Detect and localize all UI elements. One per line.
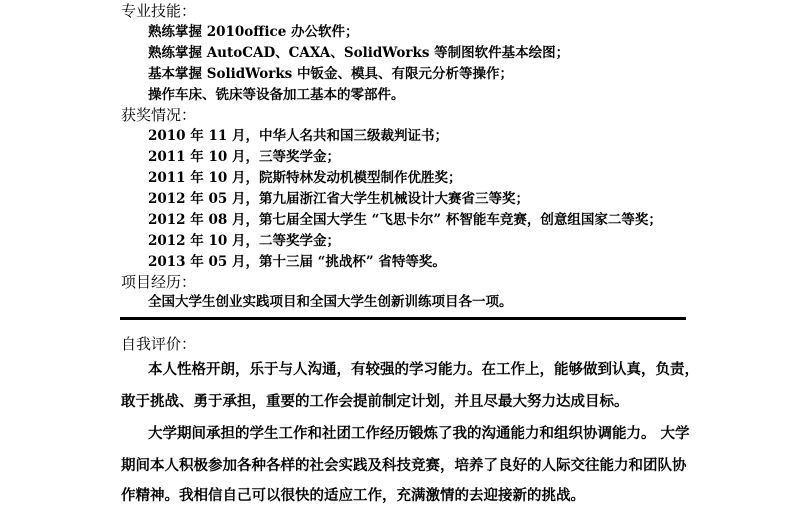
project-item: 全国大学生创业实践项目和全国大学生创新训练项目各一项。	[148, 294, 513, 310]
projects-heading: 项目经历：	[121, 273, 197, 291]
self-eval-line: 期间本人积极参加各种各样的社会实践及科技竞赛，培养了良好的人际交往能力和团队协	[121, 457, 687, 474]
awards-heading: 获奖情况：	[121, 106, 197, 124]
self-eval-heading: 自我评价：	[121, 335, 197, 353]
self-eval-line: 敢于挑战、勇于承担，重要的工作会提前制定计划，并且尽最大努力达成目标。	[121, 393, 629, 410]
self-eval-line: 大学期间承担的学生工作和社团工作经历锻炼了我的沟通能力和组织协调能力。 大学	[148, 425, 690, 442]
award-item: 2010 年 11 月，中华人名共和国三级裁判证书；	[148, 128, 448, 144]
award-item: 2012 年 08 月，第七届全国大学生 “飞思卡尔” 杯智能车竞赛，创意组国家二等奖；	[148, 212, 662, 228]
award-item: 2012 年 10 月，二等奖学金；	[148, 233, 340, 249]
award-item: 2012 年 05 月，第九届浙江省大学生机械设计大赛省三等奖；	[148, 191, 529, 207]
skills-heading: 专业技能：	[121, 2, 197, 20]
self-eval-line: 作精神。我相信自己可以很快的适应工作，充满激情的去迎接新的挑战。	[121, 487, 585, 504]
award-item: 2011 年 10 月，院斯特林发动机模型制作优胜奖；	[148, 170, 462, 186]
skill-item: 熟练掌握 2010office 办公软件；	[148, 24, 359, 40]
skill-item: 操作车床、铣床等设备加工基本的零部件。	[148, 87, 405, 103]
award-item: 2011 年 10 月，三等奖学金；	[148, 149, 340, 165]
award-item: 2013 年 05 月，第十三届 “挑战杯” 省特等奖。	[148, 254, 446, 270]
section-divider	[120, 317, 686, 320]
skill-item: 基本掌握 SolidWorks 中钣金、模具、有限元分析等操作；	[148, 66, 513, 82]
self-eval-line: 本人性格开朗，乐于与人沟通，有较强的学习能力。在工作上，能够做到认真，负责，	[148, 361, 699, 378]
skill-item: 熟练掌握 AutoCAD、CAXA、SolidWorks 等制图软件基本绘图；	[148, 45, 570, 61]
